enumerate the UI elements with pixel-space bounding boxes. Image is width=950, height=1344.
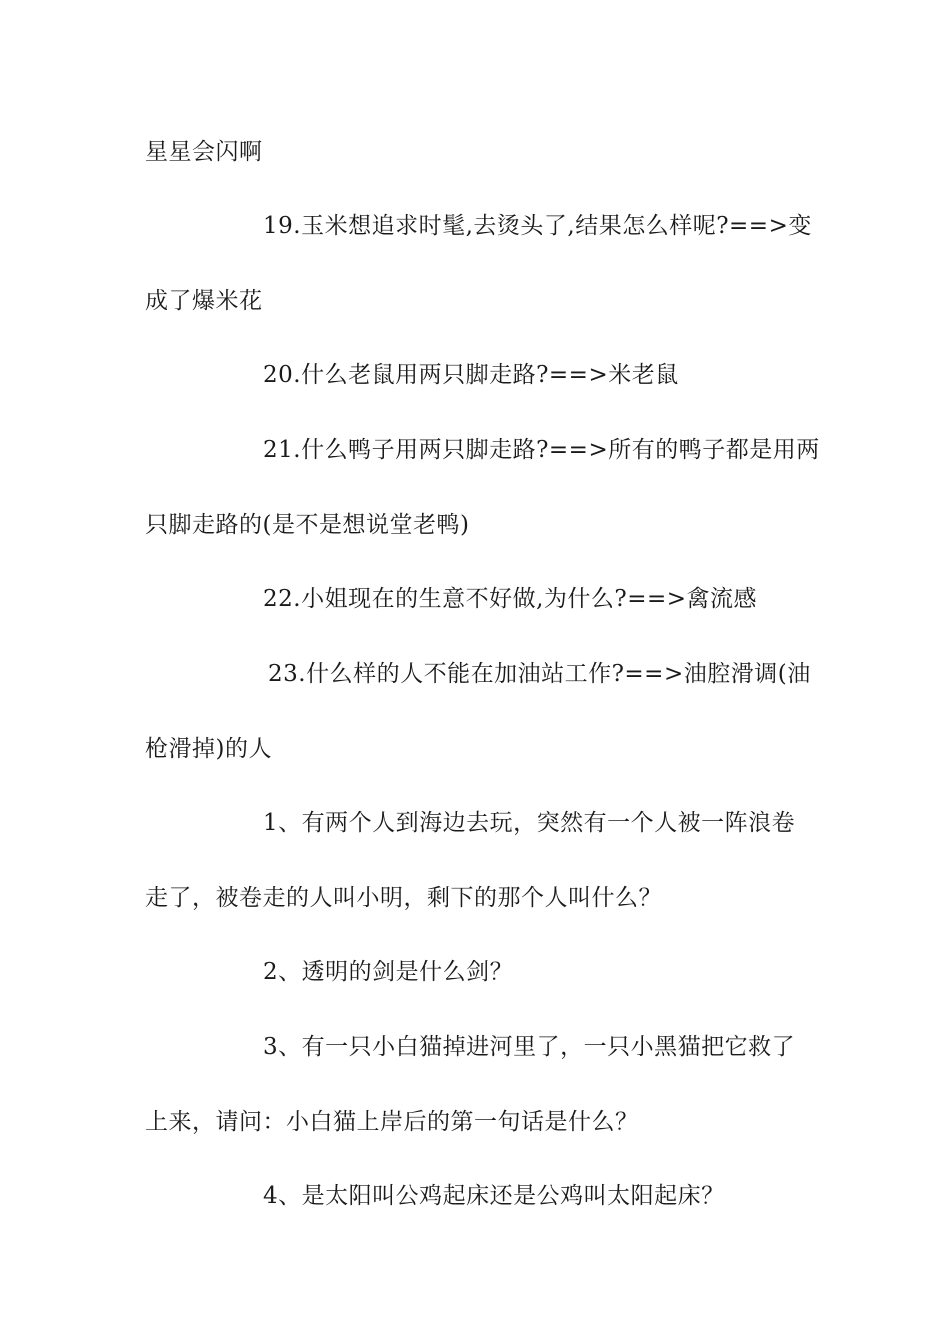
text-line: 1、有两个人到海边去玩，突然有一个人被一阵浪卷 — [263, 810, 796, 836]
text-line: 只脚走路的(是不是想说堂老鸭) — [145, 512, 470, 538]
text-line: 上来，请问：小白猫上岸后的第一句话是什么？ — [145, 1109, 639, 1135]
text-line: 4、是太阳叫公鸡起床还是公鸡叫太阳起床？ — [263, 1183, 725, 1209]
text-line: 枪滑掉)的人 — [145, 736, 272, 762]
text-line: 20.什么老鼠用两只脚走路?==>米老鼠 — [263, 362, 679, 388]
text-line: 19.玉米想追求时髦,去烫头了,结果怎么样呢?==>变 — [263, 213, 812, 239]
text-line: 2、透明的剑是什么剑？ — [263, 959, 514, 985]
text-line: 3、有一只小白猫掉进河里了，一只小黑猫把它救了 — [263, 1034, 796, 1060]
text-line: 21.什么鸭子用两只脚走路?==>所有的鸭子都是用两 — [263, 437, 820, 463]
text-line: 23.什么样的人不能在加油站工作?==>油腔滑调(油 — [268, 661, 811, 687]
text-line: 22.小姐现在的生意不好做,为什么?==>禽流感 — [263, 586, 758, 612]
text-line: 成了爆米花 — [145, 288, 263, 314]
text-line: 走了，被卷走的人叫小明，剩下的那个人叫什么？ — [145, 885, 662, 911]
text-line: 星星会闪啊 — [145, 139, 263, 165]
